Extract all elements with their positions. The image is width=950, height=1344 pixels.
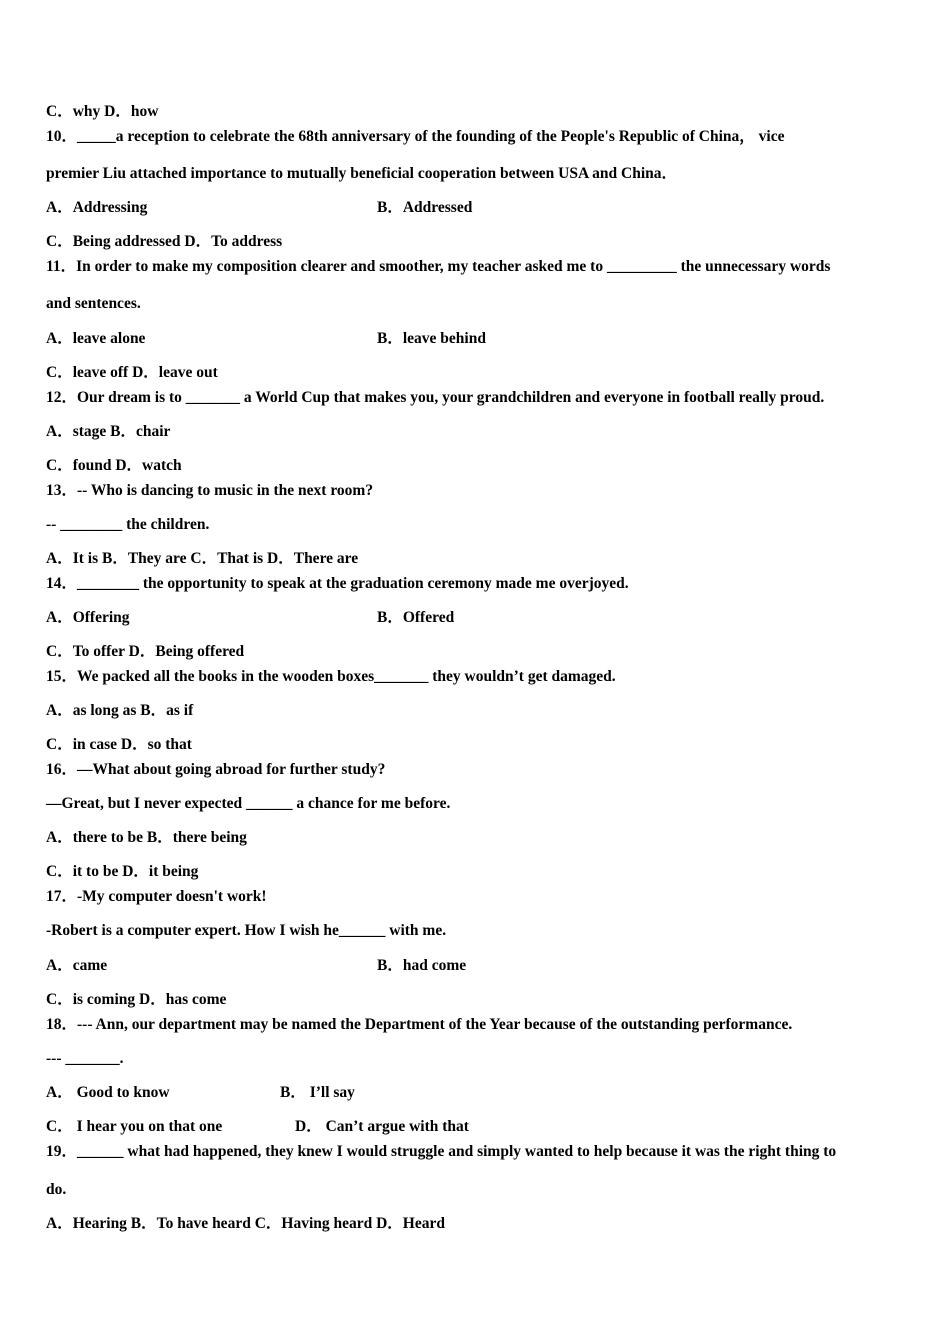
- q12-options-cd: C．found D．watch: [46, 457, 182, 474]
- q13-options: A．It is B．They are C．That is D．There are: [46, 550, 359, 567]
- q18-stem-line2: --- _______.: [46, 1050, 124, 1067]
- q10-option-a: A．Addressing: [46, 199, 148, 216]
- q14-options-cd: C．To offer D．Being offered: [46, 643, 245, 660]
- q17-option-a: A．came: [46, 957, 108, 974]
- q18-option-d: D． Can’t argue with that: [295, 1118, 469, 1135]
- q11-stem-line1: 11．In order to make my composition clearer and smoother, my teacher asked me to _________ the unnecessary words: [46, 258, 831, 275]
- q16-stem-line1: 16．—What about going abroad for further study?: [46, 761, 386, 778]
- q10-option-b: B．Addressed: [377, 199, 473, 216]
- q18-stem-line1: 18．--- Ann, our department may be named the Department of the Year because of the outstanding performance.: [46, 1016, 793, 1033]
- q15-options-cd: C．in case D．so that: [46, 736, 192, 753]
- q16-options-cd: C．it to be D．it being: [46, 863, 199, 880]
- q14-option-a: A．Offering: [46, 609, 130, 626]
- q16-options-ab: A．there to be B．there being: [46, 829, 247, 846]
- q17-options-cd: C．is coming D．has come: [46, 991, 227, 1008]
- q19-options: A．Hearing B．To have heard C．Having heard D．Heard: [46, 1215, 445, 1232]
- q11-option-b: B．leave behind: [377, 330, 486, 347]
- q16-stem-line2: —Great, but I never expected ______ a chance for me before.: [46, 795, 451, 812]
- q11-stem-line2: and sentences.: [46, 295, 141, 312]
- q10-stem-line2: premier Liu attached importance to mutually beneficial cooperation between USA and China．: [46, 165, 678, 182]
- q17-stem-line1: 17．-My computer doesn't work!: [46, 888, 267, 905]
- q15-options-ab: A．as long as B．as if: [46, 702, 194, 719]
- q17-option-b: B．had come: [377, 957, 467, 974]
- q10-options-cd: C．Being addressed D．To address: [46, 233, 283, 250]
- q18-option-a: A． Good to know: [46, 1084, 170, 1101]
- q11-option-a: A．leave alone: [46, 330, 146, 347]
- q11-options-cd: C．leave off D．leave out: [46, 364, 218, 381]
- q12-options-ab: A．stage B．chair: [46, 423, 171, 440]
- q9-options-cd: C．why D．how: [46, 103, 159, 120]
- q18-option-c: C． I hear you on that one: [46, 1118, 223, 1135]
- q18-option-b: B． I’ll say: [280, 1084, 355, 1101]
- q19-stem-line2: do.: [46, 1181, 67, 1198]
- q17-stem-line2: -Robert is a computer expert. How I wish he______ with me.: [46, 922, 447, 939]
- q10-stem-line1: 10．_____a reception to celebrate the 68th anniversary of the founding of the People's Republic of China， vice: [46, 128, 785, 145]
- q13-stem-line1: 13．-- Who is dancing to music in the next room?: [46, 482, 374, 499]
- q14-option-b: B．Offered: [377, 609, 455, 626]
- q15-stem: 15．We packed all the books in the wooden boxes_______ they wouldn’t get damaged.: [46, 668, 616, 685]
- q19-stem-line1: 19．______ what had happened, they knew I would struggle and simply wanted to help because it was the right thing to: [46, 1143, 837, 1160]
- q12-stem: 12．Our dream is to _______ a World Cup that makes you, your grandchildren and everyone in football really proud.: [46, 389, 825, 406]
- q13-stem-line2: -- ________ the children.: [46, 516, 210, 533]
- q14-stem: 14．________ the opportunity to speak at the graduation ceremony made me overjoyed.: [46, 575, 629, 592]
